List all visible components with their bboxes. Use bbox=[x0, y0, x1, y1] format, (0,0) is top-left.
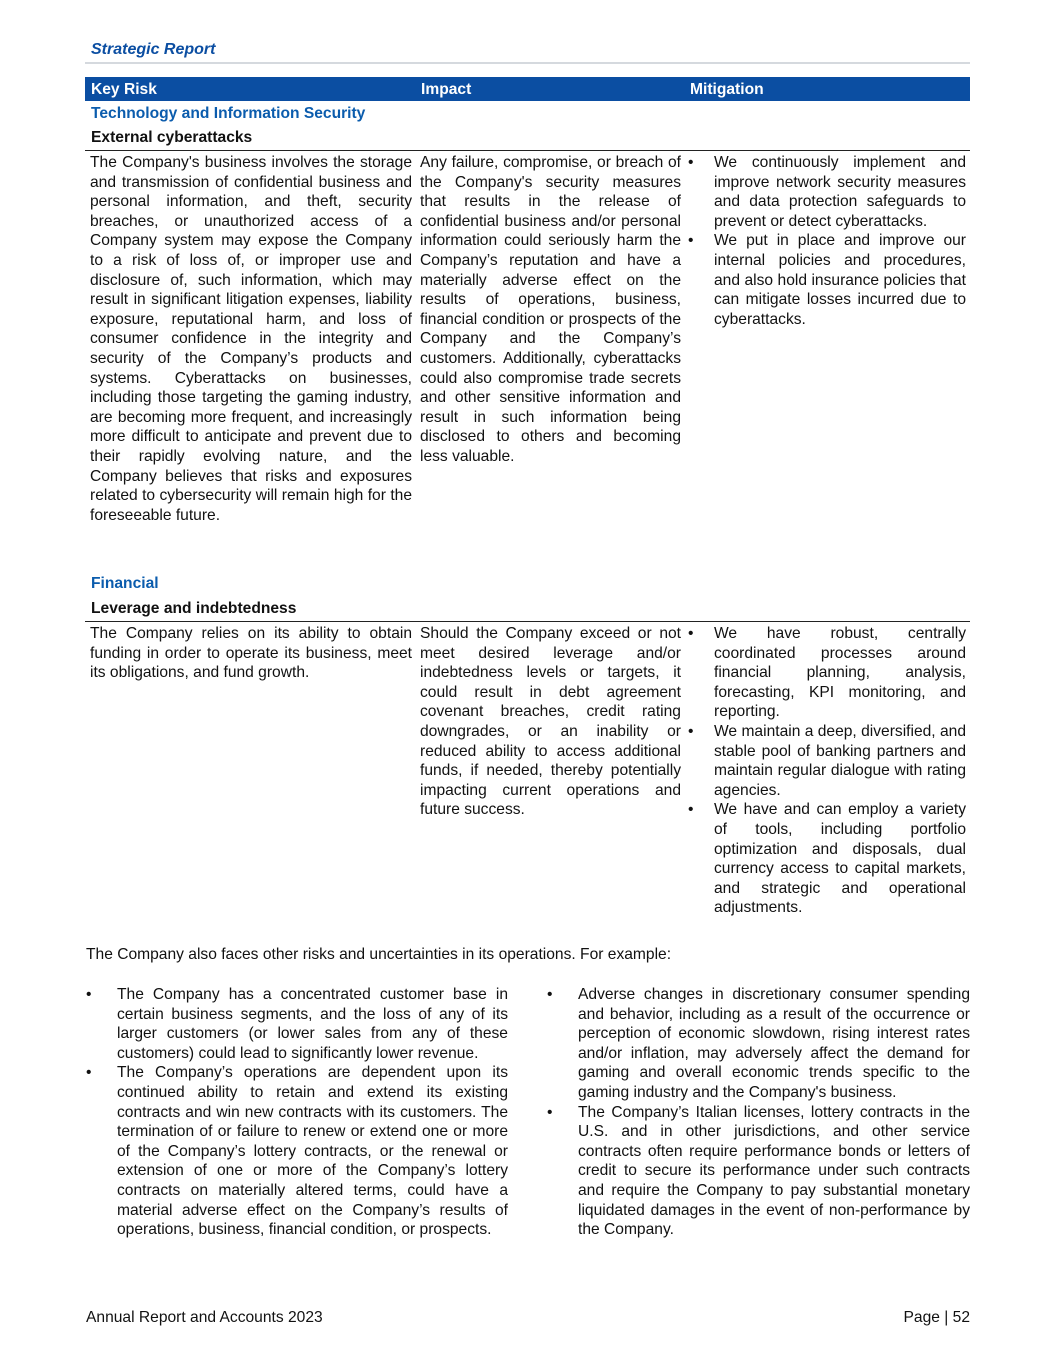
mitigation-item: • We have and can employ a variety of tools, including portfolio optimization and disposals, dual currency access to capital markets, and strategic and operational adjustments. bbox=[688, 801, 966, 917]
column-header-impact: Impact bbox=[421, 81, 472, 98]
row-divider bbox=[85, 150, 970, 151]
column-header-mitigation: Mitigation bbox=[690, 81, 764, 98]
column-header-key-risk: Key Risk bbox=[91, 81, 157, 98]
bullet-icon: • bbox=[688, 154, 694, 171]
mitigation-list bbox=[688, 153, 966, 329]
risk-category-heading: Financial bbox=[91, 575, 159, 592]
footer-page-number: Page | 52 bbox=[903, 1309, 970, 1326]
impact-text: Any failure, compromise, or breach of the Company's security measures that results in the release of confidential business and/or personal information could seriously harm the Company’s reputation and have a materially adverse effect on the results of operations, business, financial condition or prospects of the Company and the Company’s customers. Additionally, cyberattacks could also compromise trade secrets and other sensitive information and result in such information being disclosed to others and becoming less valuable. bbox=[420, 154, 681, 465]
other-risk-item: • Adverse changes in discretionary consumer spending and behavior, including as a result of the occurrence or perception of economic slowdown, rising interest rates and/or inflation, may adversely affect the demand for gaming and overall economic trends specific to the gaming industry and the Company's business. bbox=[547, 986, 970, 1101]
footer-report-title: Annual Report and Accounts 2023 bbox=[86, 1309, 323, 1326]
impact-text: Should the Company exceed or not meet desired leverage and/or indebtedness levels or targets, it could result in debt agreement covenant breaches, credit rating downgrades, or an inability or reduced ability to access additional funds, if needed, thereby potentially impacting current operations and future success. bbox=[420, 625, 681, 819]
other-risks-left-column bbox=[86, 985, 508, 1240]
risk-category-heading: Technology and Information Security bbox=[91, 105, 366, 122]
risk-table-header bbox=[85, 77, 970, 101]
other-risks-intro: The Company also faces other risks and uncertainties in its operations. For example: bbox=[86, 946, 672, 963]
mitigation-item: • We put in place and improve our internal policies and procedures, and also hold insurance policies that can mitigate losses incurred due to cyberattacks. bbox=[688, 232, 966, 328]
header-divider bbox=[85, 62, 970, 64]
risk-title: Leverage and indebtedness bbox=[91, 600, 297, 617]
bullet-icon: • bbox=[547, 986, 553, 1003]
key-risk-text: The Company relies on its ability to obtain funding in order to operate its business, meet its obligations, and fund growth. bbox=[90, 625, 412, 682]
mitigation-list bbox=[688, 624, 966, 918]
other-risk-item: • The Company’s Italian licenses, lottery contracts in the U.S. and in other jurisdictions, and other service contracts often require performance bonds or letters of credit to secure its performance under such contracts and require the Company to pay substantial monetary liquidated damages in the event of non-performance by the Company. bbox=[547, 1103, 970, 1239]
bullet-icon: • bbox=[86, 986, 92, 1003]
bullet-icon: • bbox=[547, 1103, 553, 1121]
other-risk-item: • The Company has a concentrated customer base in certain business segments, and the loss of any of its larger customers (or lower sales from any of these customers) could lead to significantly lower revenue. bbox=[86, 986, 508, 1062]
mitigation-item: • We continuously implement and improve network security measures and data protection safeguards to prevent or detect cyberattacks. bbox=[688, 154, 966, 230]
bullet-icon: • bbox=[688, 722, 694, 740]
row-divider bbox=[85, 621, 970, 622]
mitigation-item: • We maintain a deep, diversified, and stable pool of banking partners and maintain regular dialogue with rating agencies. bbox=[688, 722, 966, 799]
risk-title: External cyberattacks bbox=[91, 129, 253, 146]
other-risks-right-column bbox=[547, 985, 970, 1240]
page-section-title: Strategic Report bbox=[91, 41, 216, 58]
bullet-icon: • bbox=[688, 625, 694, 642]
other-risk-item: • The Company’s operations are dependent upon its continued ability to retain and extend its existing contracts and win new contracts with its customers. The termination of or failure to renew or extend one or more of the Company’s lottery contracts, or the renewal or extension of one or more of the Company’s lottery contracts on materially altered terms, could have a material adverse effect on the Company’s results of operations, business, financial condition, or prospects. bbox=[86, 1064, 508, 1239]
key-risk-text: The Company's business involves the storage and transmission of confidential business and personal information, and theft, security breaches, or unauthorized access of a Company system may expose the Company to a risk of loss of, or improper use and disclosure of, such information, which may result in significant litigation expenses, liability exposure, reputational harm, and loss of consumer confidence in the integrity and security of the Company’s products and systems. Cyberattacks on businesses, including those targeting the gaming industry, are becoming more frequent, and increasingly more difficult to anticipate and prevent due to their rapidly evolving nature, and the Company believes that risks and exposures related to cybersecurity will remain high for the foreseeable future. bbox=[90, 154, 412, 524]
mitigation-item: • We have robust, centrally coordinated processes around financial planning, analysis, forecasting, KPI monitoring, and reporting. bbox=[688, 625, 966, 721]
bullet-icon: • bbox=[86, 1064, 92, 1082]
bullet-icon: • bbox=[688, 232, 694, 250]
bullet-icon: • bbox=[688, 801, 694, 819]
